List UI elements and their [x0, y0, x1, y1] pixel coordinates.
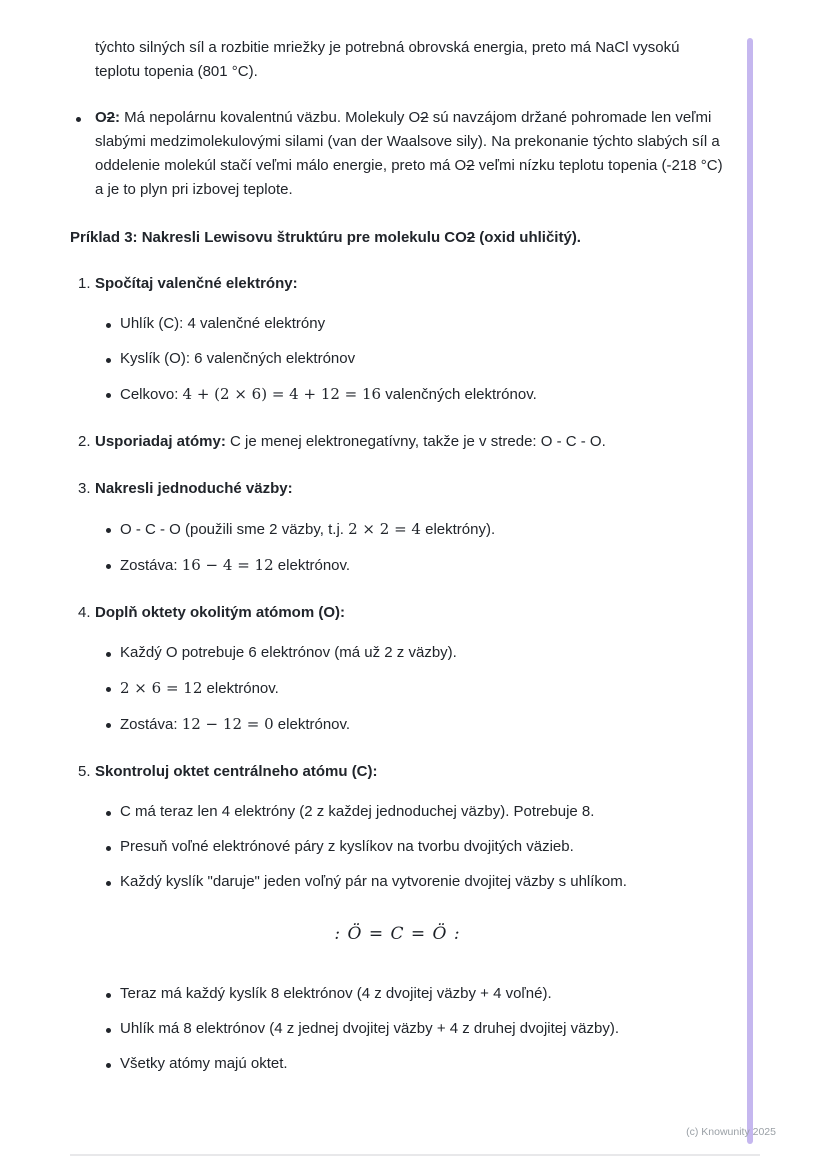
list-item	[70, 1052, 725, 1076]
step-number: 3.	[78, 480, 91, 497]
bullet-marker	[76, 106, 95, 130]
paragraph-nacl-continuation	[70, 36, 725, 84]
text-segment: Uhlík má 8 elektrónov (4 z jednej dvojitej väzby + 4 z druhej dvojitej väzby).	[120, 1020, 619, 1037]
bullet-icon	[106, 881, 111, 886]
bullet-marker	[106, 312, 120, 336]
text-segment: Každý kyslík "daruje" jeden voľný pár na vytvorenie dvojitej väzby s uhlíkom.	[120, 873, 627, 890]
text-segment: elektrónov.	[273, 716, 351, 733]
example-3-heading	[70, 226, 725, 250]
text-segment: Zostáva:	[120, 557, 182, 574]
bullet-marker	[106, 800, 120, 824]
text-segment: elektrónov.	[202, 680, 279, 697]
text-segment: elektróny).	[420, 521, 496, 538]
list-item	[70, 1017, 725, 1041]
step-1-title	[70, 272, 725, 296]
list-item-text	[120, 517, 495, 542]
step-title-bold: Skontroluj oktet centrálneho atómu (C):	[95, 763, 378, 780]
list-item-text	[120, 641, 457, 665]
text-segment: valenčných elektrónov.	[381, 386, 537, 403]
bullet-marker	[106, 676, 120, 700]
text-segment: Má nepolárnu kovalentnú väzbu. Molekuly O	[120, 109, 421, 126]
list-item-text	[120, 347, 355, 371]
list-item-text	[120, 712, 350, 737]
bullet-marker	[106, 553, 120, 577]
list-item	[70, 835, 725, 859]
bullet-icon	[106, 993, 111, 998]
subscript-struck: 2	[420, 109, 429, 126]
list-item-text	[120, 553, 350, 578]
text-segment: týchto silných síl a rozbitie mriežky je potrebná obrovská energia, preto má NaCl vysokú teplotu topenia (801 °C).	[95, 39, 680, 80]
inline-math: 12 − 12 = 0	[181, 715, 274, 733]
step-number: 5.	[78, 763, 91, 780]
bullet-icon	[106, 811, 111, 816]
step-2-title	[70, 430, 725, 454]
inline-math: 2 × 2 = 4	[348, 520, 421, 538]
text-segment: Celkovo:	[120, 386, 183, 403]
bullet-icon	[106, 1063, 111, 1068]
step-title-bold: Doplň oktety okolitým atómom (O):	[95, 604, 346, 621]
step-title-bold: Usporiadaj atómy:	[95, 433, 226, 450]
bullet-icon	[106, 687, 111, 692]
bullet-icon	[76, 117, 81, 122]
text-segment: Uhlík (C): 4 valenčné elektróny	[120, 315, 326, 332]
scrollbar-thumb[interactable]	[747, 38, 753, 1144]
list-item-text	[120, 1052, 288, 1076]
text-segment: Teraz má každý kyslík 8 elektrónov (4 z dvojitej väzby + 4 voľné).	[120, 985, 552, 1002]
list-item-text	[120, 800, 594, 824]
heading-text: Príklad 3: Nakresli Lewisovu štruktúru pre molekulu CO	[70, 229, 467, 246]
list-item-o2	[70, 106, 725, 202]
list-item-text	[120, 835, 574, 859]
step-title-text	[95, 601, 345, 625]
step-number: 1.	[78, 275, 91, 292]
bullet-icon	[106, 1028, 111, 1033]
subscript-struck: 2	[466, 157, 475, 174]
step-title-text	[95, 477, 293, 501]
bullet-marker	[106, 641, 120, 665]
list-item	[70, 800, 725, 824]
bullet-icon	[106, 723, 111, 728]
o2-label: O	[95, 109, 107, 126]
document-content	[70, 36, 725, 1087]
list-item	[70, 870, 725, 894]
bullet-marker	[106, 712, 120, 736]
text-segment: C je menej elektronegatívny, takže je v strede: O - C - O.	[225, 433, 606, 450]
step-3-title	[70, 477, 725, 501]
list-item-text	[95, 106, 725, 202]
list-item	[70, 553, 725, 578]
bullet-marker	[106, 382, 120, 406]
text-segment: veľmi nízku teplotu topenia (-218 °C) a je to plyn pri izbovej teplote.	[95, 157, 723, 198]
step-title-text	[95, 760, 378, 784]
list-item-text	[120, 982, 552, 1006]
text-segment: Každý O potrebuje 6 elektrónov (má už 2 z väzby).	[120, 644, 457, 661]
list-item	[70, 982, 725, 1006]
bullet-marker	[106, 347, 120, 371]
o2-subscript-struck: 2	[106, 109, 116, 126]
list-item	[70, 676, 725, 701]
step-title-bold: Nakresli jednoduché väzby:	[95, 480, 293, 497]
text-segment: Kyslík (O): 6 valenčných elektrónov	[120, 350, 356, 367]
step-number: 4.	[78, 604, 91, 621]
text-segment: C má teraz len 4 elektróny (2 z každej jednoduchej väzby). Potrebuje 8.	[120, 803, 595, 820]
bullet-marker	[106, 835, 120, 859]
bullet-icon	[106, 846, 111, 851]
step-5-title	[70, 760, 725, 784]
bullet-icon	[106, 323, 111, 328]
list-item-text	[120, 870, 627, 894]
bullet-icon	[106, 652, 111, 657]
lewis-structure-formula: : Ö = C = Ö :	[334, 924, 461, 944]
list-item	[70, 641, 725, 665]
o2-colon: :	[115, 109, 121, 126]
inline-math: 2 × 6 = 12	[120, 679, 203, 697]
bullet-icon	[106, 393, 111, 398]
list-item-text	[120, 676, 279, 701]
text-segment: elektrónov.	[273, 557, 351, 574]
step-number: 2.	[78, 433, 91, 450]
text-segment: Zostáva:	[120, 716, 182, 733]
inline-math: 16 − 4 = 12	[181, 556, 274, 574]
list-item	[70, 347, 725, 371]
list-item	[70, 712, 725, 737]
copyright-text: (c) Knowunity 2025	[686, 1126, 776, 1138]
bullet-marker	[106, 517, 120, 541]
subscript-struck: 2	[466, 229, 476, 246]
page-divider	[70, 1154, 760, 1156]
step-title-text	[95, 430, 606, 454]
list-item	[70, 517, 725, 542]
bullet-marker	[106, 870, 120, 894]
list-item-text	[120, 312, 325, 336]
bullet-marker	[106, 1017, 120, 1041]
step-title-bold: Spočítaj valenčné elektróny:	[95, 275, 298, 292]
step-4-title	[70, 601, 725, 625]
list-item	[70, 312, 725, 336]
text-segment: Všetky atómy majú oktet.	[120, 1055, 288, 1072]
bullet-marker	[106, 982, 120, 1006]
list-item-text	[120, 1017, 619, 1041]
text-segment: Presuň voľné elektrónové páry z kyslíkov na tvorbu dvojitých väzieb.	[120, 838, 574, 855]
bullet-icon	[106, 528, 111, 533]
bullet-marker	[106, 1052, 120, 1076]
bullet-icon	[106, 358, 111, 363]
text-segment: O - C - O (použili sme 2 väzby, t.j.	[120, 521, 349, 538]
list-item-text	[120, 382, 537, 407]
bullet-icon	[106, 564, 111, 569]
text-segment: sú navzájom držané pohromade len veľmi slabými medzimolekulovými silami (van der Waalsove sily). Na prekonanie týchto slabých síl a oddelenie molekúl stačí veľmi málo energie, preto má O	[95, 109, 720, 174]
list-item	[70, 382, 725, 407]
heading-text: (oxid uhličitý).	[475, 229, 581, 246]
step-title-text	[95, 272, 298, 296]
inline-math: 4 + (2 × 6) = 4 + 12 = 16	[182, 385, 382, 403]
